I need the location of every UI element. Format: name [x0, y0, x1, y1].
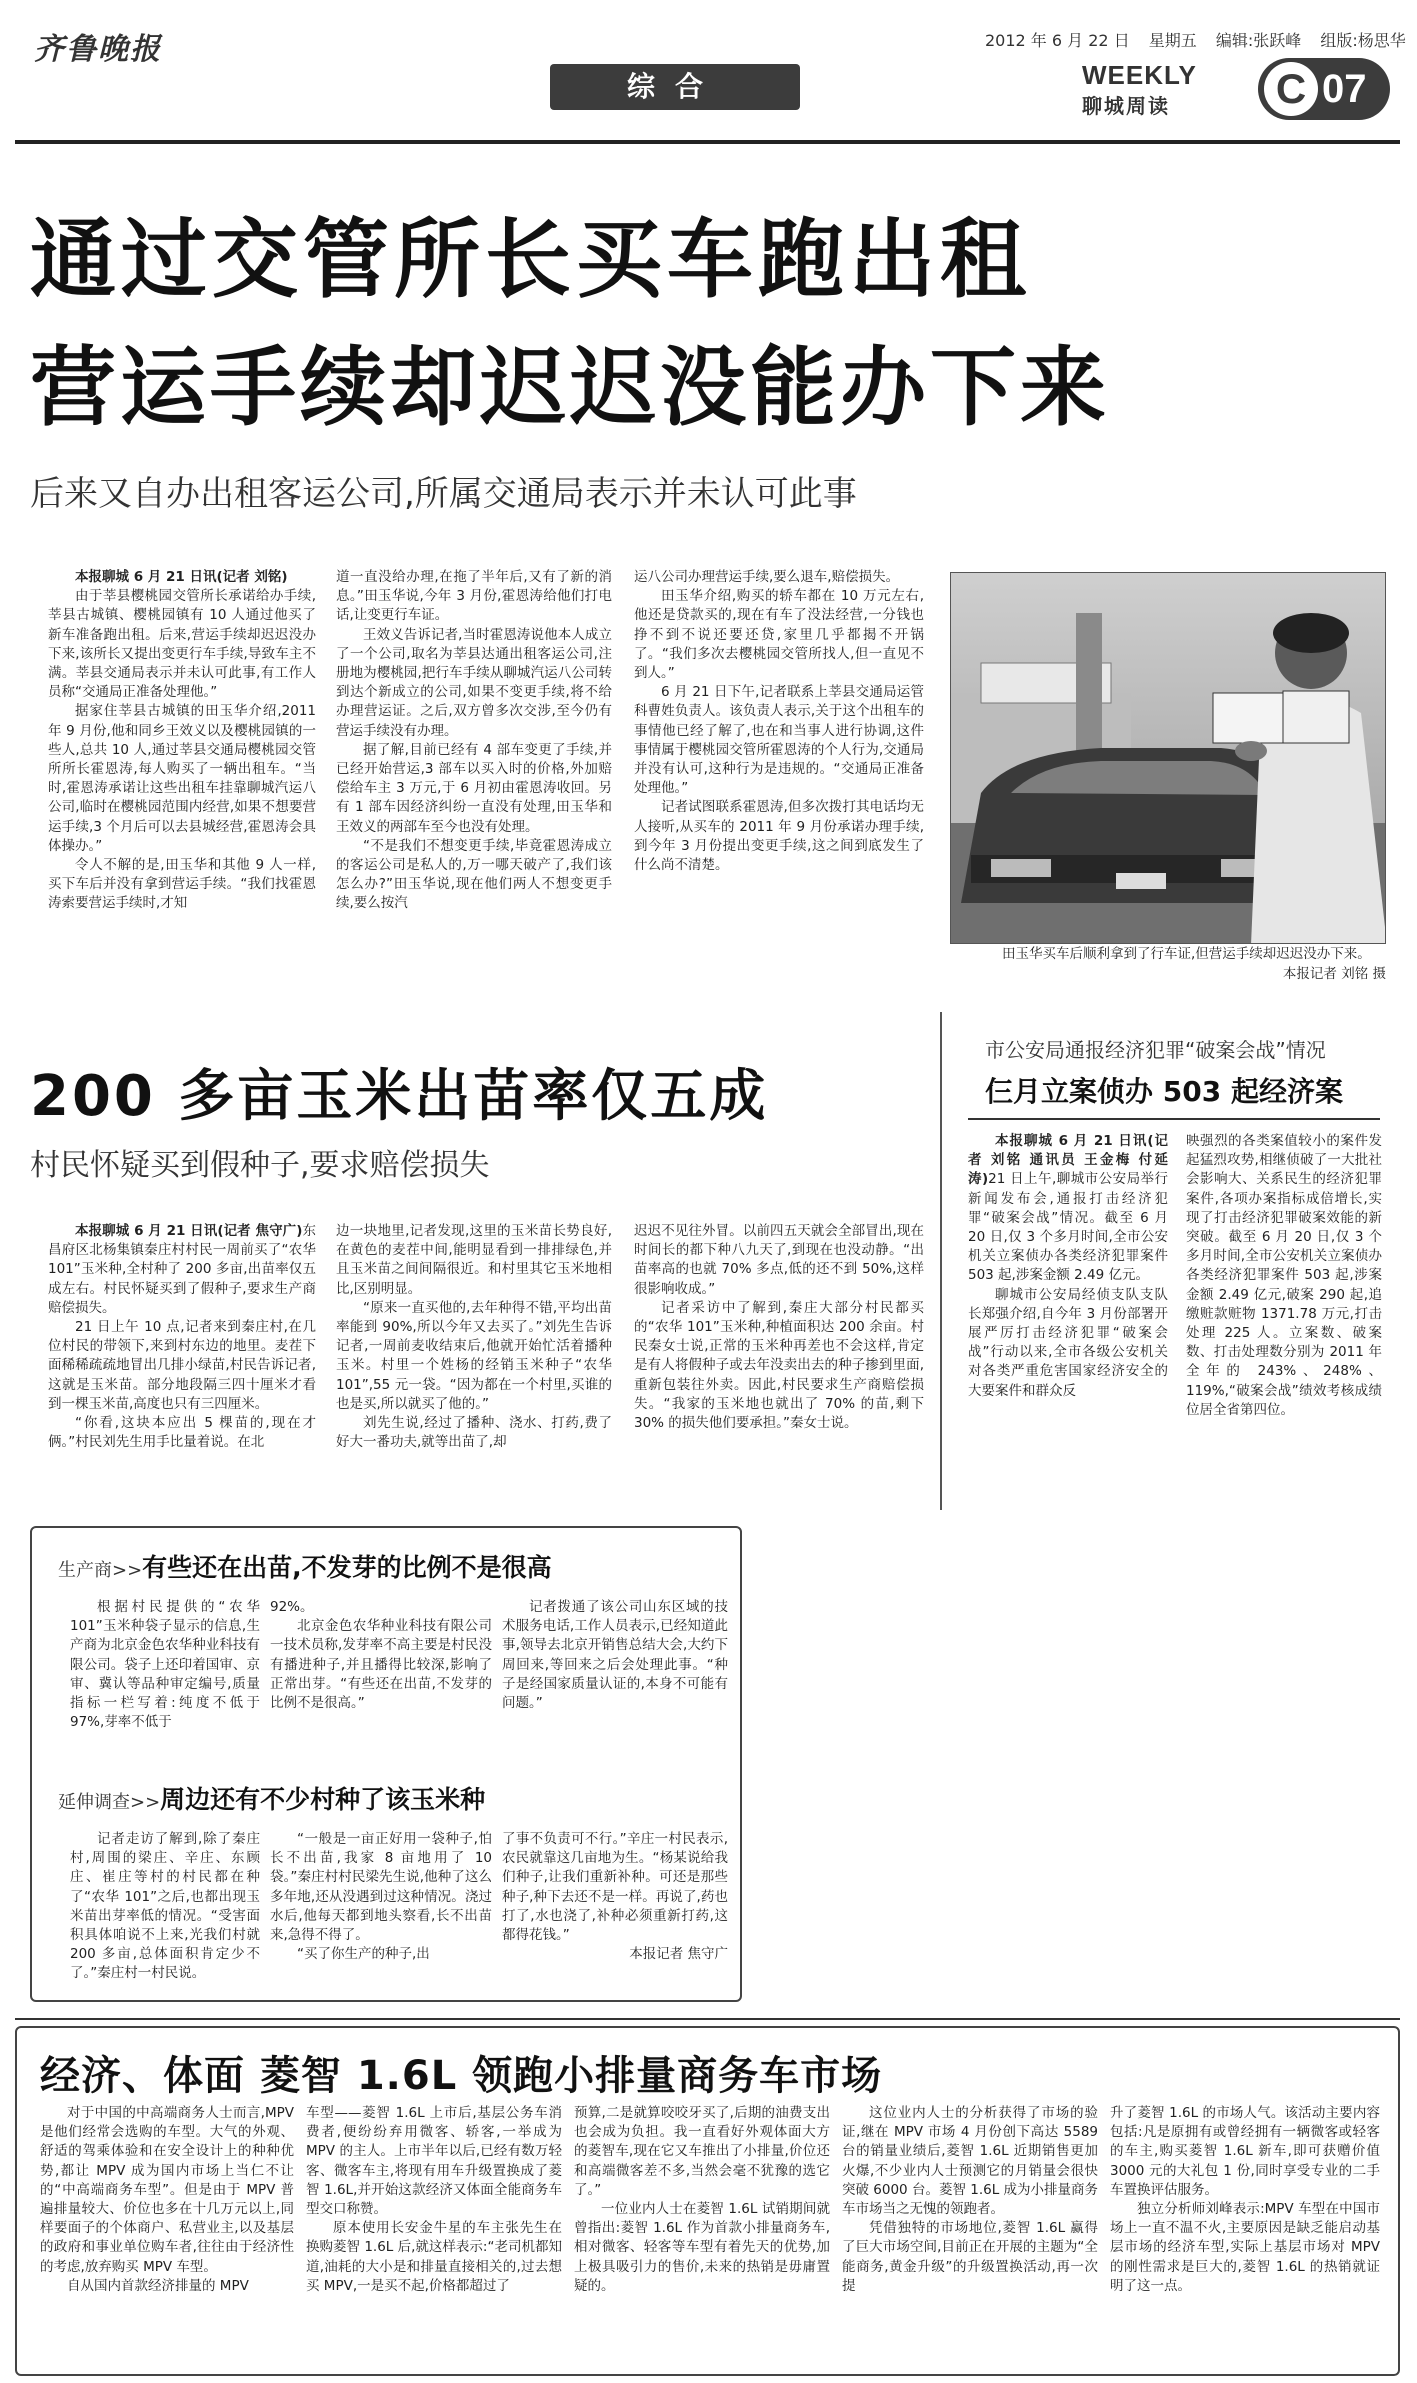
corn-sub2-paragraph: “买了你生产的种子,出: [297, 1946, 430, 1963]
issue-weekday: 星期五: [1148, 31, 1197, 50]
article3-paragraph: 对于中国的中高端商务人士而言,MPV 是他们经常会选购的车型。大气的外观、舒适的驾乘体验和在安全设计上的种种优势,都让 MPV 成为国内市场上当仁不让的“中高端商务车型”。但是由于 MPV 普遍排量较大、价位也多在十几万元以上,同样要面子的个体商户、私营业主,以及基层的政府和事业单位购车者,往往由于经济性的考虑,放弃购买 MPV 车型。: [40, 2105, 294, 2275]
corn-sub2-paragraph: 了事不负责可不行。”辛庄一村民表示,农民就靠这几亩地为生。“杨某说给我们种子,让我们重新补种。可还是那些种子,种下去还不是一样。再说了,药也打了,水也浇了,补种必须重新打药,这都得花钱。”: [502, 1831, 728, 1944]
sidebar-dateline: 本报聊城 6 月 21 日讯(记者 刘铭 通讯员 王金梅 付延涛): [968, 1133, 1168, 1188]
corn-sub2-column-1: [70, 1830, 260, 1996]
article2-column-1: [48, 1222, 316, 1518]
corn-sub1-heading: [58, 1548, 552, 1584]
article3-column-2: [306, 2104, 562, 2368]
article3-column-4: [842, 2104, 1098, 2368]
article3-paragraph: 升了菱智 1.6L 的市场人气。该活动主要内容包括:凡是原拥有或曾经拥有一辆微客或轻客的车主,购买菱智 1.6L 新车,即可获赠价值 3000 元的大礼包 1 份,同时享受专业的二手车置换评估服务。: [1110, 2105, 1380, 2198]
article2-paragraph: 刘先生说,经过了播种、浇水、打药,费了好大一番功夫,就等出苗了,却: [336, 1415, 612, 1451]
article3-paragraph: 一位业内人士在菱智 1.6L 试销期间就曾指出:菱智 1.6L 作为首款小排量商务车,相对微客、轻客等车型有着先天的优势,加上极具吸引力的售价,未来的热销是毋庸置疑的。: [574, 2201, 830, 2294]
page-badge: [1258, 58, 1390, 120]
weekly-sub-label: 聊城周读: [1082, 94, 1170, 118]
corn-sub2-credit: 本报记者 焦守广: [629, 1946, 728, 1963]
article1-paragraph: 王效义告诉记者,当时霍恩涛说他本人成立了一个公司,取名为莘县达通出租客运公司,注册地为樱桃园,把行车手续从聊城汽运八公司转到达个新成立的公司,如果不变更手续,将不给办理营运证。之后,双方曾多次交涉,至今仍有营运手续没有办理。: [336, 626, 612, 739]
article2-dateline: 本报聊城 6 月 21 日讯(记者 焦守广): [75, 1223, 303, 1239]
sidebar-paragraph: 聊城市公安局经侦支队支队长郑强介绍,自今年 3 月份部署开展严厉打击经济犯罪“破案会战”行动以来,全市各级公安机关对各类严重危害国家经济安全的大要案件和群众反: [968, 1286, 1168, 1399]
corn-sub2-prefix: 延伸调查>>: [58, 1792, 161, 1813]
sidebar-column-2: [1186, 1132, 1382, 1512]
article1-headline-line2: 营运手续却迟迟没能办下来: [30, 338, 1110, 438]
corn-sub2-paragraph: “一般是一亩正好用一袋种子,怕长不出苗,我家 8 亩地用了 10 袋。”秦庄村村民梁先生说,他种了这么多年地,还从没遇到过这种情况。浇过水后,他每天都到地头察看,长不出苗来,急得不得了。: [270, 1831, 492, 1944]
photo-credit: 本报记者 刘铭 摄: [1282, 966, 1386, 982]
corn-sub1-paragraph: 92%。: [270, 1599, 314, 1615]
corn-sub1-paragraph: 北京金色农华种业科技有限公司一技术员称,发芽率不高主要是村民没有播进种子,并且播得比较深,影响了正常出芽。“有些还在出苗,不发芽的比例不是很高。”: [270, 1618, 492, 1712]
article1-paragraph: 运八公司办理营运手续,要么退车,赔偿损失。: [634, 569, 900, 585]
masthead: [30, 18, 1406, 128]
photo-caption-text: 田玉华买车后顺利拿到了行车证,但营运手续却迟迟没办下来。: [1002, 946, 1371, 962]
article3-headline: 经济、体面 菱智 1.6L 领跑小排量商务车市场: [40, 2053, 883, 2099]
sidebar-paragraph: 映强烈的各类案值较小的案件发起猛烈攻势,相继侦破了一大批社会影响大、关系民生的经济犯罪案件,各项办案指标成倍增长,实现了打击经济犯罪破案效能的新突破。截至 6 月 20 日,仅 3 个多月时间,全市公安机关立案侦办各类经济犯罪案件 503 起,涉案金额 2.49 亿元,破案 290 起,追缴赃款赃物 1371.78 万元,打击处理 225 人。立案数、破案数、打击处理数分别为 2011 年全年的 243%、248%、119%,“破案会战”绩效考核成绩位居全省第四位。: [1186, 1133, 1382, 1418]
article2-paragraph: 记者采访中了解到,秦庄大部分村民都买的“农华 101”玉米种,种植面积达 200 余亩。村民秦女士说,正常的玉米种再差也不会这样,肯定是有人将假种子或去年没卖出去的种子掺到里面,重新包装往外卖。因此,村民要求生产商赔偿损失。“我家的玉米地也就出了 70% 的苗,剩下 30% 的损失他们要承担。”秦女士说。: [634, 1299, 924, 1432]
corn-sub1-title: 有些还在出苗,不发芽的比例不是很高: [142, 1553, 552, 1582]
article2-paragraph: “原来一直买他的,去年种得不错,平均出苗率能到 90%,所以今年又去买了。”刘先生告诉记者,一周前麦收结束后,他就开始忙活着播种玉米。村里一个姓杨的经销玉米种子“农华 101”,55 元一袋。“因为都在一个村里,买谁的也是买,所以就买了他的。”: [336, 1299, 612, 1412]
news-photo: [950, 572, 1386, 944]
issue-meta: [985, 28, 1417, 51]
article2-paragraph: 迟迟不见往外冒。以前四五天就会全部冒出,现在时间长的都下种八九天了,到现在也没动静。“出苗率高的也就 70% 多点,低的还不到 50%,这样很影响收成。”: [634, 1223, 924, 1297]
article3-column-5: [1110, 2104, 1380, 2368]
sidebar-kicker: 市公安局通报经济犯罪“破案会战”情况: [985, 1038, 1326, 1062]
corn-sub1-paragraph: 记者拨通了该公司山东区域的技术服务电话,工作人员表示,已经知道此事,领导去北京开销售总结大会,大约下周回来,等回来之后会处理此事。“种子是经国家质量认证的,本身不可能有问题。”: [502, 1599, 728, 1712]
corn-sub2-heading: [58, 1780, 485, 1816]
issue-editor: 编辑:张跃峰: [1215, 31, 1302, 50]
corn-sub1-column-2: [270, 1598, 492, 1768]
article1-paragraph: 由于莘县樱桃园交管所长承诺给办手续,莘县古城镇、樱桃园镇有 10 人通过他买了新车准备跑出租。后来,营运手续却迟迟没办下来,该所长又提出变更行车手续,导致车主不满。莘县交通局表示并未认可此事,有工作人员称“交通局正准备处理他。”: [48, 588, 316, 701]
article3-paragraph: 预算,二是就算咬咬牙买了,后期的油费支出也会成为负担。我一直看好外观体面大方的菱智车,现在它又车推出了小排量,价位还和高端微客差不多,当然会毫不犹豫的选它了。”: [574, 2105, 830, 2198]
corn-sub2-column-3: [502, 1830, 728, 1996]
page-number: 07: [1322, 67, 1367, 111]
article3-paragraph: 自从国内首款经济排量的 MPV: [67, 2277, 249, 2294]
corn-sub2-column-2: [270, 1830, 492, 1996]
issue-date: 2012 年 6 月 22 日: [985, 31, 1130, 50]
article2-deck: 村民怀疑买到假种子,要求赔偿损失: [30, 1148, 490, 1183]
corn-sub1-prefix: 生产商>>: [58, 1560, 143, 1581]
issue-layout: 组版:杨思华: [1320, 31, 1406, 50]
article2-paragraph: 东昌府区北杨集镇秦庄村村民一周前买了“农华 101”玉米种,全村种了 200 多亩,出苗率仅五成左右。村民怀疑买到了假种子,要求生产商赔偿损失。: [48, 1223, 316, 1316]
sidebar-column-1: [968, 1132, 1168, 1512]
article1-paragraph: 令人不解的是,田玉华和其他 9 人一样,买下车后并没有拿到营运手续。“我们找霍恩涛索要营运手续时,才知: [48, 857, 316, 912]
article1-dateline: 本报聊城 6 月 21 日讯(记者 刘铭): [75, 569, 288, 585]
sidebar-title: 仨月立案侦办 503 起经济案: [985, 1075, 1343, 1108]
sidebar-rule: [968, 1118, 1380, 1120]
article1-paragraph: 6 月 21 日下午,记者联系上莘县交通局运管科曹姓负责人。该负责人表示,关于这个出租车的事情他已经了解了,也在和当事人进行协调,这件事情属于樱桃园交管所霍恩涛的个人行为,交通局并没有认可,这种行为是违规的。“交通局正准备处理他。”: [634, 684, 924, 797]
article3-paragraph: 原本使用长安金牛星的车主张先生在换购菱智 1.6L 后,就这样表示:“老司机都知道,油耗的大小是和排量直接相关的,过去想买 MPV,一是买不起,价格都超过了: [306, 2220, 562, 2294]
article1-paragraph: “不是我们不想变更手续,毕竟霍恩涛成立的客运公司是私人的,万一哪天破产了,我们该怎么办?”田玉华说,现在他们两人不想变更手续,要么按汽: [336, 837, 612, 912]
article1-headline-line1: 通过交管所长买车跑出租: [30, 210, 1031, 310]
article1-paragraph: 据了解,目前已经有 4 部车变更了手续,并已经开始营运,3 部车以买入时的价格,外加赔偿给车主 3 万元,于 6 月初由霍恩涛收回。另有 1 部车因经济纠纷一直没有处理,田玉华和王效义的两部车至今也没有处理。: [336, 741, 612, 835]
article2-paragraph: 边一块地里,记者发现,这里的玉米苗长势良好,在黄色的麦茬中间,能明显看到一排排绿色,并且玉米苗之间间隔很近。和村里其它玉米地相比,区别明显。: [336, 1223, 612, 1297]
article3-paragraph: 车型——菱智 1.6L 上市后,基层公务车消费者,便纷纷弃用微客、轿客,一举成为 MPV 的主人。上市半年以后,已经有数万轻客、微客车主,将现有用车升级置换成了菱智 1.6L,并开始这款经济又体面全能商务车型交口称赞。: [306, 2105, 562, 2218]
corn-sub1-paragraph: 根据村民提供的“农华 101”玉米种袋子显示的信息,生产商为北京金色农华种业科技有限公司。袋子上还印着国审、京审、冀认等品种审定编号,质量指标一栏写着:纯度不低于 97%,芽率不低于: [70, 1599, 260, 1731]
corn-sub2-paragraph: 记者走访了解到,除了秦庄村,周围的梁庄、辛庄、东顾庄、崔庄等村的村民都在种了“农华 101”之后,也都出现玉米苗出芽率低的情况。“受害面积具体咱说不上来,光我们村就 200 多亩,总体面积肯定少不了。”秦庄村一村民说。: [70, 1831, 260, 1982]
article1-paragraph: 田玉华介绍,购买的轿车都在 10 万元左右,他还是贷款买的,现在有车了没法经营,一分钱也挣不到不说还要还贷,家里几乎都揭不开锅了。“我们多次去樱桃园交管所找人,但一直见不到人。”: [634, 588, 924, 682]
article3-paragraph: 凭借独特的市场地位,菱智 1.6L 赢得了巨大市场空间,目前正在开展的主题为“全能商务,黄金升级”的升级置换活动,再一次提: [842, 2220, 1098, 2294]
section-label: 综合: [550, 64, 800, 110]
edition-letter: C: [1264, 62, 1318, 116]
article2-paragraph: 21 日上午 10 点,记者来到秦庄村,在几位村民的带领下,来到村东边的地里。麦茬下面稀稀疏疏地冒出几排小绿苗,村民告诉记者,这就是玉米苗。部分地段隔三四十厘米才看到一棵玉米苗,高度也只有三四厘米。: [48, 1319, 316, 1412]
article1-deck: 后来又自办出租客运公司,所属交通局表示并未认可此事: [30, 474, 857, 514]
corn-sub2-title: 周边还有不少村种了该玉米种: [160, 1785, 486, 1814]
article2-column-3: [634, 1222, 924, 1518]
corn-sub1-column-3: [502, 1598, 728, 1768]
article1-paragraph: 据家住莘县古城镇的田玉华介绍,2011 年 9 月份,他和同乡王效义以及樱桃园镇的一些人,总共 10 人,通过莘县交通局樱桃园交管所所长霍恩涛,每人购买了一辆出租车。“当时,霍恩涛承诺让这些出租车挂靠聊城汽运八公司,临时在樱桃园范围内经营,如果不想要营运手续,3 个月后可以去县城经营,霍恩涛会具体操办。”: [48, 703, 316, 854]
article2-column-2: [336, 1222, 612, 1518]
article2-headline: 200 多亩玉米出苗率仅五成: [30, 1064, 769, 1129]
sidebar-paragraph: 21 日上午,聊城市公安局举行新闻发布会,通报打击经济犯罪“破案会战”情况。截至 6 月 20 日,仅 3 个多月时间,全市公安机关立案侦办各类经济犯罪案件 503 起,涉案金额 2.49 亿元。: [968, 1171, 1168, 1284]
article1-paragraph: 记者试图联系霍恩涛,但多次拨打其电话均无人接听,从买车的 2011 年 9 月份承诺办理手续,到今年 3 月份提出变更手续,这之间到底发生了什么尚不清楚。: [634, 799, 924, 874]
article3-paragraph: 这位业内人士的分析获得了市场的验证,继在 MPV 市场 4 月份创下高达 5589 台的销量业绩后,菱智 1.6L 近期销售更加火爆,不少业内人士预测它的月销量会很快突破 6000 台。菱智 1.6L 成为小排量商务车市场当之无愧的领跑者。: [842, 2105, 1098, 2218]
weekly-label: WEEKLY: [1082, 60, 1197, 90]
article2-paragraph: “你看,这块本应出 5 棵苗的,现在才俩。”村民刘先生用手比量着说。在北: [48, 1415, 316, 1451]
article1-column-2: [336, 568, 612, 988]
article3-paragraph: 独立分析师刘峰表示:MPV 车型在中国市场上一直不温不火,主要原因是缺乏能启动基层市场的经济车型,实际上基层市场对 MPV 的刚性需求是巨大的,菱智 1.6L 的热销就证明了这一点。: [1110, 2201, 1380, 2294]
article1-column-3: [634, 568, 924, 988]
article3-column-3: [574, 2104, 830, 2368]
article3-column-1: [40, 2104, 294, 2368]
article1-column-1: [48, 568, 316, 988]
article1-paragraph: 道一直没给办理,在拖了半年后,又有了新的消息。”田玉华说,今年 3 月份,霍恩涛给他们打电话,让变更行车证。: [336, 569, 612, 624]
paper-logo: 齐鲁晚报: [34, 32, 162, 67]
photo-illustration: [951, 573, 1386, 944]
photo-caption: [1002, 944, 1386, 984]
corn-sub1-column-1: [70, 1598, 260, 1768]
section-divider: [15, 2018, 1400, 2020]
masthead-rule: [15, 140, 1400, 144]
